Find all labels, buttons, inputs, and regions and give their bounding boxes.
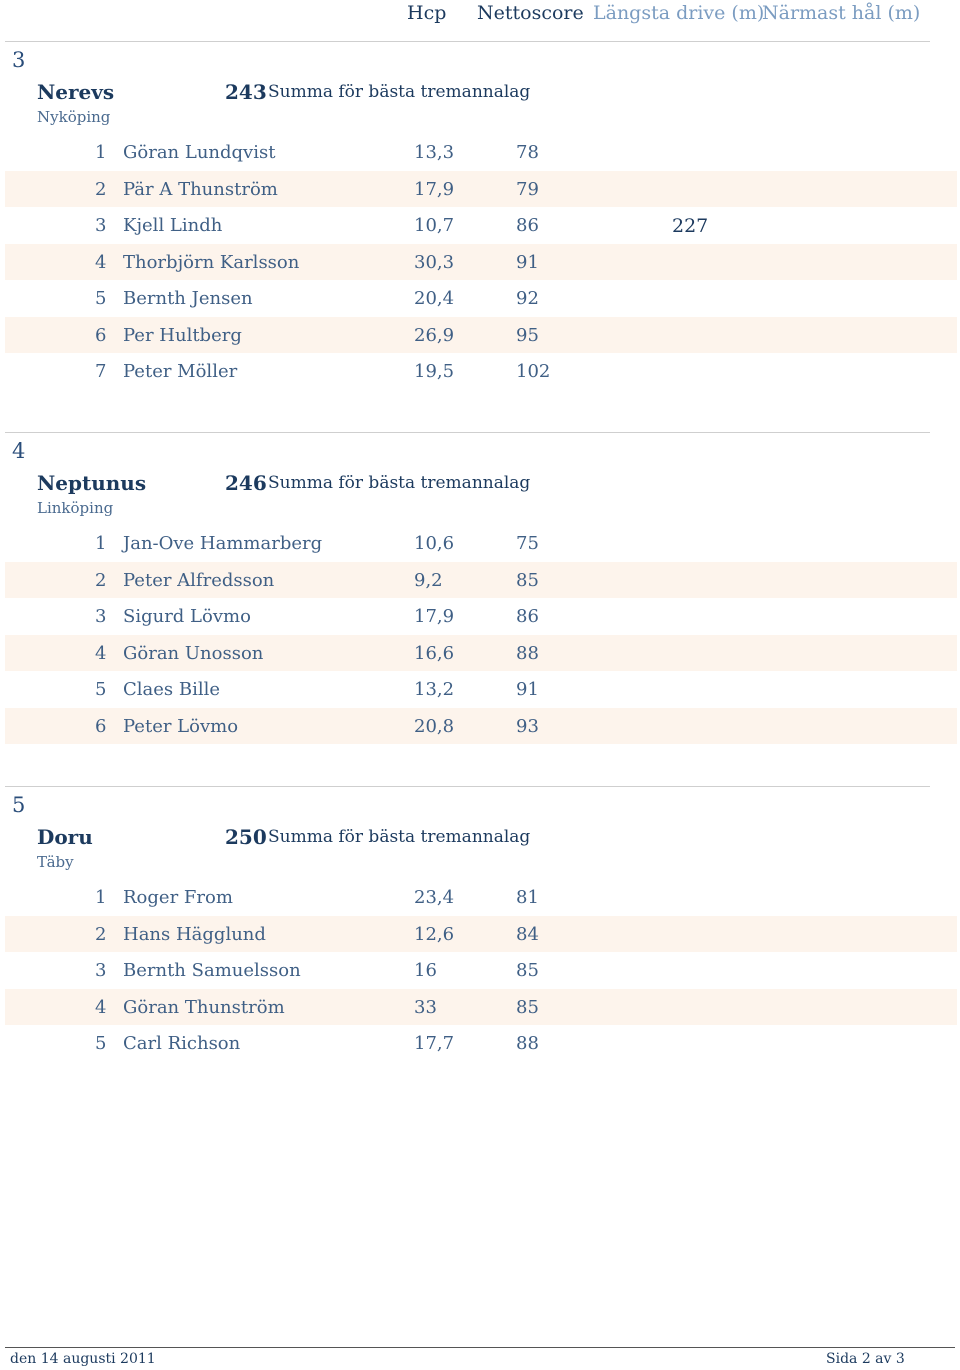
- player-number: 6: [95, 715, 107, 737]
- divider: [5, 786, 930, 787]
- player-score: 91: [516, 679, 539, 700]
- team-name: Nerevs: [37, 80, 115, 104]
- player-name: Göran Thunström: [123, 996, 285, 1018]
- player-row: [5, 989, 957, 1026]
- footer-date: den 14 augusti 2011: [10, 1351, 156, 1367]
- player-number: 1: [95, 533, 107, 554]
- player-hcp: 17,9: [414, 178, 455, 200]
- player-score: 91: [516, 251, 539, 273]
- player-score: 92: [516, 288, 539, 309]
- player-row: [5, 207, 957, 244]
- player-number: 2: [95, 923, 107, 945]
- player-number: 5: [95, 679, 107, 700]
- header-nearest-hole: Närmast hål (m): [762, 2, 921, 24]
- player-row: [5, 280, 957, 317]
- player-hcp: 17,7: [414, 1033, 455, 1054]
- player-name: Roger From: [123, 887, 233, 908]
- team-name: Neptunus: [37, 471, 147, 495]
- player-hcp: 13,2: [414, 679, 455, 700]
- player-row: [5, 879, 957, 916]
- player-hcp: 16: [414, 960, 437, 981]
- player-number: 2: [95, 178, 107, 200]
- footer-page-number: Sida 2 av 3: [826, 1351, 905, 1367]
- column-headers: [0, 2, 960, 28]
- player-name: Bernth Jensen: [123, 288, 253, 309]
- player-hcp: 12,6: [414, 923, 455, 945]
- player-score: 102: [516, 361, 551, 382]
- player-name: Thorbjörn Karlsson: [123, 251, 300, 273]
- player-hcp: 26,9: [414, 324, 455, 346]
- player-score: 88: [516, 1033, 539, 1054]
- player-row: [5, 317, 957, 354]
- player-name: Per Hultberg: [123, 324, 242, 346]
- player-list: [5, 879, 957, 1062]
- player-name: Hans Hägglund: [123, 923, 266, 945]
- player-row: [5, 562, 957, 599]
- player-name: Göran Unosson: [123, 642, 264, 664]
- player-row: [5, 916, 957, 953]
- player-name: Pär A Thunström: [123, 178, 278, 200]
- player-number: 3: [95, 960, 107, 981]
- player-name: Peter Möller: [123, 361, 238, 382]
- player-score: 95: [516, 324, 539, 346]
- player-number: 1: [95, 887, 107, 908]
- player-number: 2: [95, 569, 107, 591]
- player-number: 5: [95, 288, 107, 309]
- player-row: [5, 635, 957, 672]
- player-number: 4: [95, 642, 107, 664]
- player-hcp: 20,4: [414, 288, 455, 309]
- footer-divider: [5, 1347, 955, 1348]
- player-number: 4: [95, 251, 107, 273]
- player-row: [5, 244, 957, 281]
- player-row: [5, 171, 957, 208]
- player-number: 3: [95, 606, 107, 627]
- player-name: Carl Richson: [123, 1033, 241, 1054]
- player-name: Sigurd Lövmo: [123, 606, 251, 627]
- divider: [5, 41, 930, 42]
- team-city: Nyköping: [37, 108, 111, 126]
- player-hcp: 30,3: [414, 251, 455, 273]
- team-sum: 250: [225, 825, 267, 849]
- player-score: 84: [516, 923, 539, 945]
- team-best-three-total: 227: [672, 215, 709, 237]
- team-sum-label: Summa för bästa tremannalag: [268, 82, 531, 102]
- player-hcp: 23,4: [414, 887, 455, 908]
- player-row: [5, 1025, 957, 1062]
- team-name: Doru: [37, 825, 93, 849]
- player-row: [5, 708, 957, 745]
- player-hcp: 10,7: [414, 215, 455, 236]
- team-city: Täby: [37, 853, 74, 871]
- header-longest-drive: Längsta drive (m): [593, 2, 765, 24]
- player-number: 4: [95, 996, 107, 1018]
- header-nettoscore: Nettoscore: [477, 2, 584, 24]
- player-score: 85: [516, 996, 539, 1018]
- player-score: 75: [516, 533, 539, 554]
- team-sum: 246: [225, 471, 267, 495]
- player-score: 85: [516, 960, 539, 981]
- player-row: [5, 671, 957, 708]
- player-number: 1: [95, 142, 107, 163]
- player-score: 86: [516, 215, 539, 236]
- divider: [5, 432, 930, 433]
- player-name: Kjell Lindh: [123, 215, 223, 236]
- player-row: [5, 598, 957, 635]
- player-hcp: 20,8: [414, 715, 455, 737]
- player-hcp: 33: [414, 996, 437, 1018]
- player-name: Peter Lövmo: [123, 715, 239, 737]
- player-score: 81: [516, 887, 539, 908]
- team-sum-label: Summa för bästa tremannalag: [268, 473, 531, 493]
- team-rank: 3: [12, 48, 26, 72]
- player-score: 88: [516, 642, 539, 664]
- player-list: [5, 525, 957, 744]
- player-hcp: 16,6: [414, 642, 455, 664]
- team-city: Linköping: [37, 499, 114, 517]
- player-score: 85: [516, 569, 539, 591]
- player-score: 78: [516, 142, 539, 163]
- team-rank: 5: [12, 793, 26, 817]
- player-row: [5, 353, 957, 390]
- player-row: [5, 952, 957, 989]
- player-number: 6: [95, 324, 107, 346]
- player-name: Jan-Ove Hammarberg: [123, 533, 323, 554]
- player-hcp: 9,2: [414, 569, 443, 591]
- team-sum-label: Summa för bästa tremannalag: [268, 827, 531, 847]
- header-hcp: Hcp: [407, 2, 447, 24]
- player-score: 86: [516, 606, 539, 627]
- player-name: Peter Alfredsson: [123, 569, 275, 591]
- player-hcp: 13,3: [414, 142, 455, 163]
- team-rank: 4: [12, 439, 26, 463]
- player-row: [5, 134, 957, 171]
- player-hcp: 10,6: [414, 533, 455, 554]
- player-number: 5: [95, 1033, 107, 1054]
- player-score: 79: [516, 178, 539, 200]
- team-sum: 243: [225, 80, 267, 104]
- player-name: Bernth Samuelsson: [123, 960, 301, 981]
- player-hcp: 17,9: [414, 606, 455, 627]
- player-number: 3: [95, 215, 107, 236]
- player-score: 93: [516, 715, 539, 737]
- player-hcp: 19,5: [414, 361, 455, 382]
- player-name: Göran Lundqvist: [123, 142, 276, 163]
- player-number: 7: [95, 361, 107, 382]
- player-list: [5, 134, 957, 390]
- player-name: Claes Bille: [123, 679, 221, 700]
- player-row: [5, 525, 957, 562]
